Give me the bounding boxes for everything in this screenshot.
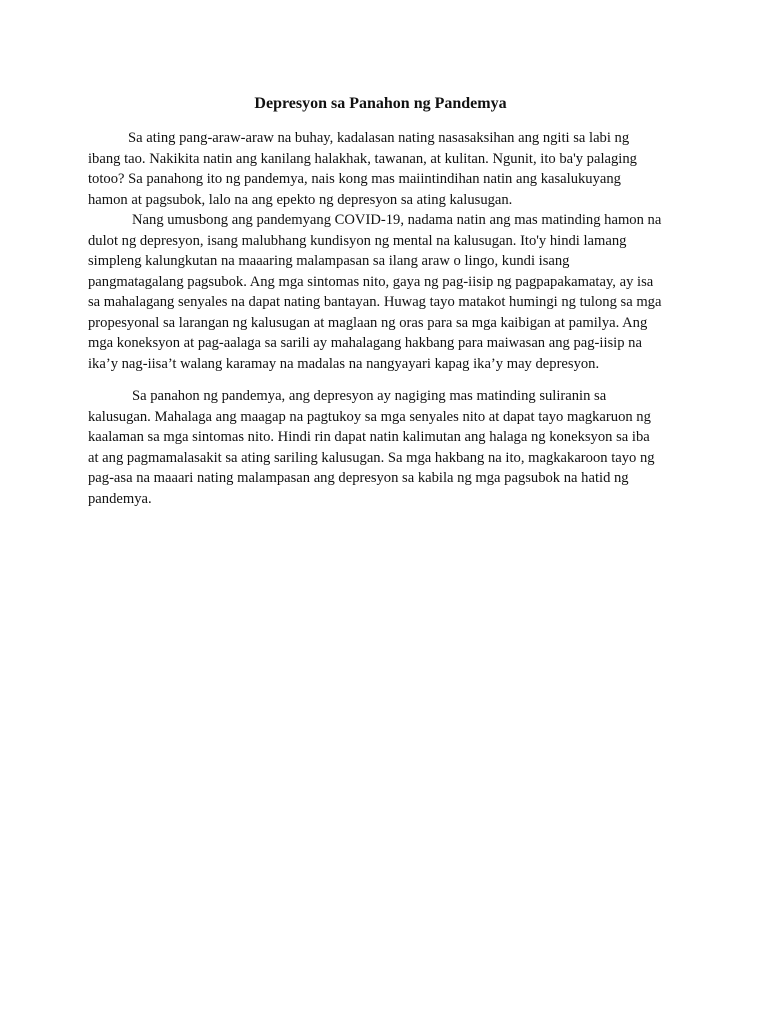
paragraph-1: Sa ating pang-araw-araw na buhay, kadalasan nating nasasaksihan ang ngiti sa labi ng ibang tao. Nakikita natin ang kanilang halakhak, tawanan, at kulitan. Ngunit, ito ba'y palaging totoo? Sa panahong ito ng pandemya, nais kong mas maiintindihan natin ang kasalukuyang hamon at pagsubok, lalo na ang epekto ng depresyon sa ating kalusugan.: [88, 130, 637, 208]
paragraph-2: Nang umusbong ang pandemyang COVID-19, nadama natin ang mas matinding hamon na dulot ng depresyon, isang malubhang kundisyon ng mental na kalusugan. Ito'y hindi lamang simpleng kalungkutan na maaaring malampasan sa ilang araw o lingo, kundi isang pangmatagalang pagsubok. Ang mga sintomas nito, gaya ng pag-iisip ng pagpapakamatay, ay isa sa mahalagang senyales na dapat nating bantayan. Huwag tayo matakot humingi ng tulong sa mga propesyonal sa larangan ng kalusugan at maglaan ng oras para sa mga kaibigan at pamilya. Ang mga koneksyon at pag-aalaga sa sarili ay mahalagang hakbang para maiwasan ang pag-iisip na ika’y nag-iisa’t walang karamay na madalas na nangyayari kapag ika’y may depresyon.: [88, 212, 662, 372]
document-title: Depresyon sa Panahon ng Pandemya: [254, 95, 507, 112]
paragraph-3: Sa panahon ng pandemya, ang depresyon ay nagiging mas matinding suliranin sa kalusugan. Mahalaga ang maagap na pagtukoy sa mga senyales nito at dapat tayo magkaruon ng kaalaman sa mga sintomas nito. Hindi rin dapat natin kalimutan ang halaga ng koneksyon sa iba at ang pagmamalasakit sa ating sariling kalusugan. Sa mga hakbang na ito, magkakaroon tayo ng pag-asa na maaari nating malampasan ang depresyon sa kabila ng mga pagsubok na hatid ng pandemya.: [88, 388, 655, 507]
